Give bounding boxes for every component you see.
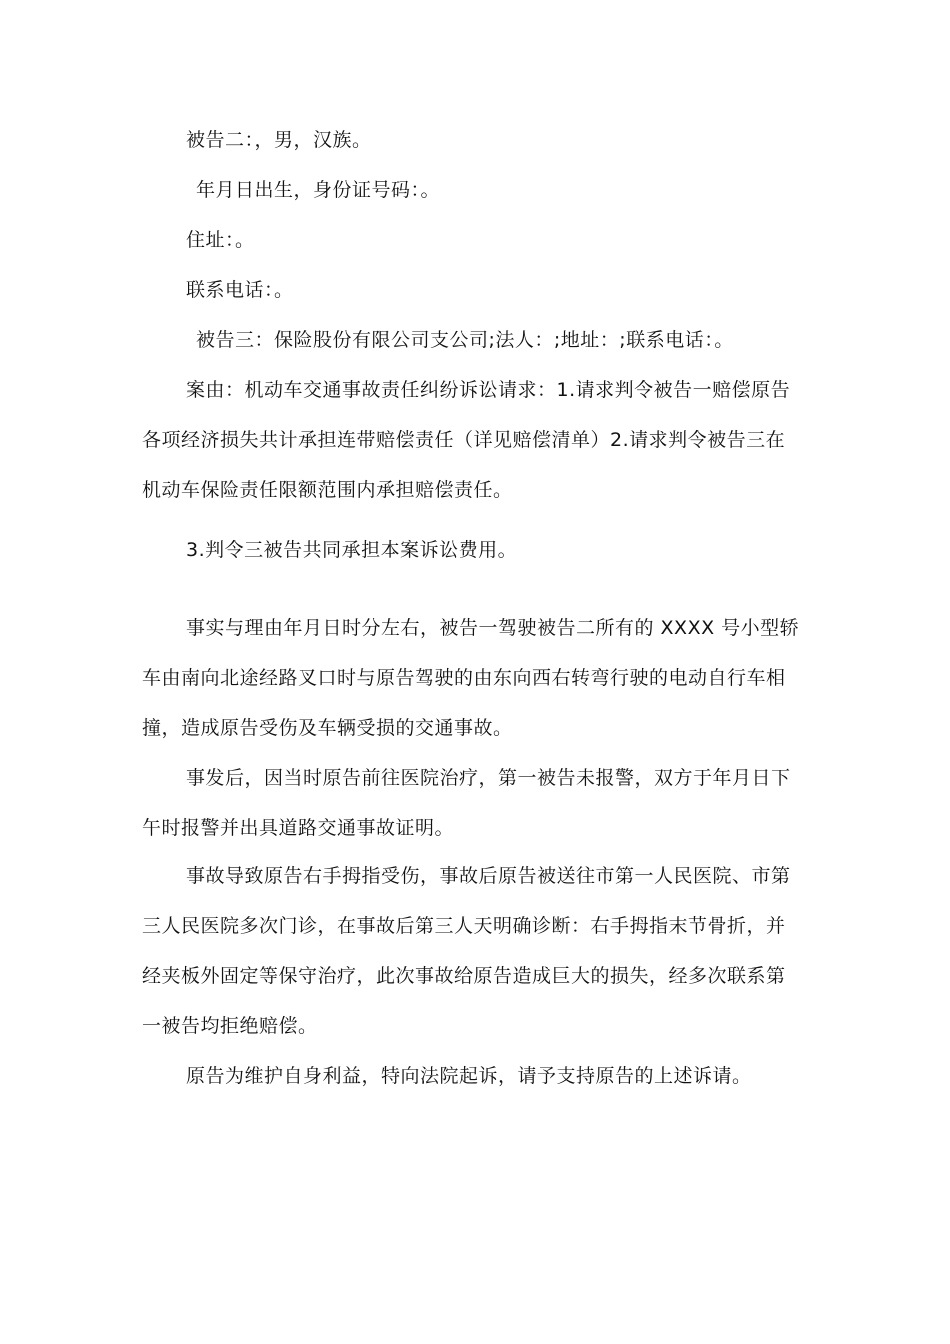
facts-line-1: 事实与理由年月日时分左右，被告一驾驶被告二所有的 XXXX 号小型轿 bbox=[186, 617, 800, 639]
claims-line-3: 机动车保险责任限额范围内承担赔偿责任。 bbox=[142, 479, 513, 501]
facts-line-3: 撞，造成原告受伤及车辆受损的交通事故。 bbox=[142, 717, 513, 739]
conclusion-line: 原告为维护自身利益，特向法院起诉，请予支持原告的上述诉请。 bbox=[186, 1065, 752, 1087]
claims-line-4: 3.判令三被告共同承担本案诉讼费用。 bbox=[186, 539, 518, 561]
birth-id-line: 年月日出生，身份证号码：。 bbox=[196, 179, 441, 201]
injury-line-2: 三人民医院多次门诊，在事故后第三人天明确诊断：右手拇指末节骨折，并 bbox=[142, 915, 786, 937]
phone-line: 联系电话：。 bbox=[186, 279, 294, 301]
facts-line-2: 车由南向北途经路叉口时与原告驾驶的由东向西右转弯行驶的电动自行车相 bbox=[142, 667, 786, 689]
address-line: 住址：。 bbox=[186, 229, 255, 251]
defendant-three-line: 被告三：保险股份有限公司支公司;法人：;地址：;联系电话：。 bbox=[196, 329, 734, 351]
incident-line-2: 午时报警并出具道路交通事故证明。 bbox=[142, 817, 455, 839]
incident-line-1: 事发后，因当时原告前往医院治疗，第一被告未报警，双方于年月日下 bbox=[186, 767, 791, 789]
injury-line-3: 经夹板外固定等保守治疗，此次事故给原告造成巨大的损失，经多次联系第 bbox=[142, 965, 786, 987]
injury-line-4: 一被告均拒绝赔偿。 bbox=[142, 1015, 318, 1037]
injury-line-1: 事故导致原告右手拇指受伤，事故后原告被送往市第一人民医院、市第 bbox=[186, 865, 791, 887]
claims-line-2: 各项经济损失共计承担连带赔偿责任（详见赔偿清单）2.请求判令被告三在 bbox=[142, 429, 786, 451]
defendant-two-line: 被告二：，男，汉族。 bbox=[186, 129, 372, 151]
claims-line-1: 案由：机动车交通事故责任纠纷诉讼请求：1.请求判令被告一赔偿原告 bbox=[186, 379, 791, 401]
